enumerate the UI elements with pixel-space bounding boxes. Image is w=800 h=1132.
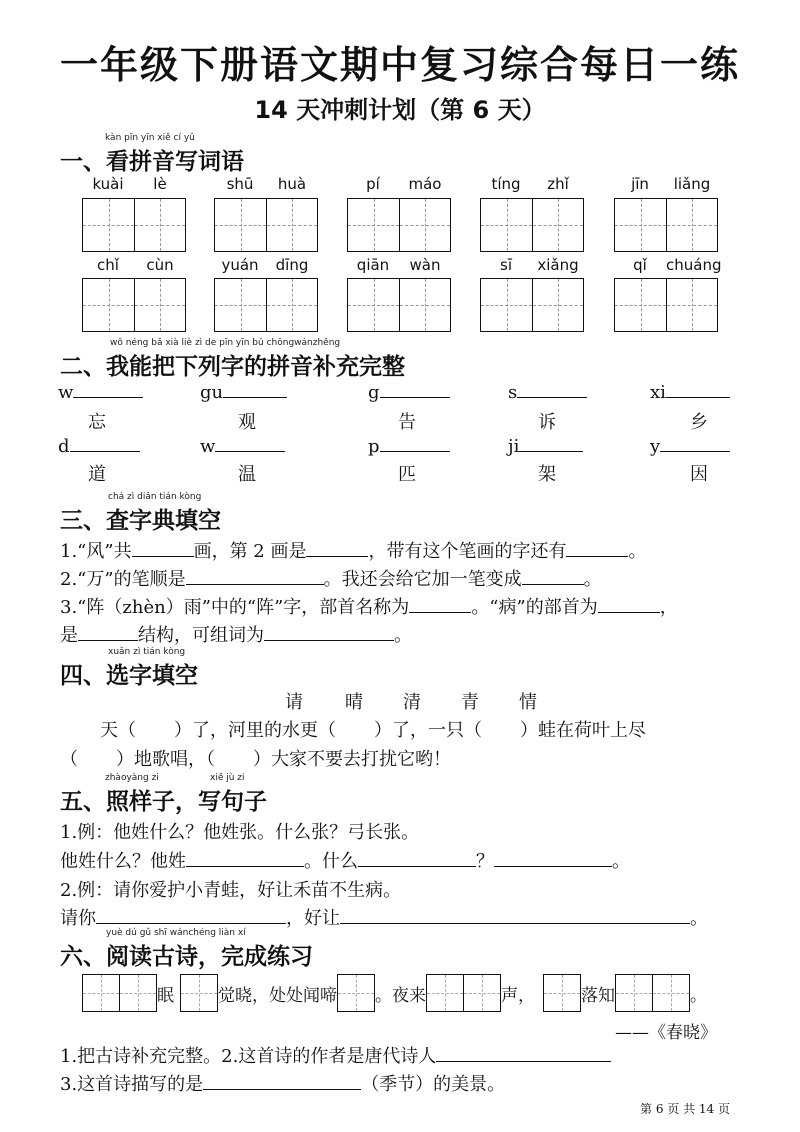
fill-line-1: 天（ ）了，河里的水更（ ）了，一只（ ）蛙在荷叶上尽: [100, 720, 646, 741]
section5-pinyin-1: zhàoyàng zi: [105, 773, 159, 783]
poem-box[interactable]: [463, 974, 501, 1012]
blank[interactable]: [264, 640, 394, 641]
section6-pinyin: yuè dú gǔ shī wánchéng liàn xí: [106, 928, 246, 938]
blank[interactable]: [598, 612, 660, 613]
target-character: 温: [238, 464, 256, 485]
blank[interactable]: [132, 556, 194, 557]
poem-box[interactable]: [426, 974, 464, 1012]
writing-cell[interactable]: [83, 199, 134, 251]
blank[interactable]: [666, 397, 730, 398]
section2-heading: 二、我能把下列字的拼音补充完整: [60, 354, 405, 380]
writing-cell[interactable]: [532, 279, 583, 331]
section4-heading: 四、选字填空: [60, 663, 198, 689]
blank[interactable]: [186, 584, 324, 585]
blank[interactable]: [519, 451, 583, 452]
choice-character: 清: [403, 692, 421, 713]
pinyin-prefix: p: [368, 436, 450, 457]
pinyin-syllable: tíng: [491, 175, 521, 193]
blank[interactable]: [409, 612, 471, 613]
blank[interactable]: [358, 866, 476, 867]
pinyin-prefix: w: [200, 436, 285, 457]
blank[interactable]: [215, 451, 285, 452]
pinyin-syllable: qǐ: [633, 256, 647, 274]
blank[interactable]: [517, 397, 587, 398]
dict-line-3: 3.“阵（zhèn）雨”中的“阵”字，部首名称为 。“病”的部首为 ，: [60, 597, 678, 618]
example-1: 1.例：他姓什么？他姓张。什么张？弓长张。: [60, 822, 420, 843]
section6-heading: 六、阅读古诗，完成练习: [60, 944, 313, 970]
page-number: 第 6 页 共 14 页: [640, 1102, 730, 1116]
target-character: 匹: [398, 464, 416, 485]
choice-character: 青: [461, 692, 479, 713]
pinyin-syllable: qiān: [356, 256, 390, 274]
poem-box[interactable]: [82, 974, 120, 1012]
writing-grid[interactable]: [347, 198, 451, 252]
poem-question-1: 1.把古诗补充完整。2.这首诗的作者是唐代诗人: [60, 1042, 611, 1068]
blank[interactable]: [660, 451, 730, 452]
writing-cell[interactable]: [666, 199, 717, 251]
blank[interactable]: [566, 556, 628, 557]
writing-cell[interactable]: [399, 199, 450, 251]
blank[interactable]: [494, 866, 612, 867]
choice-character: 晴: [345, 692, 363, 713]
pinyin-prefix: gu: [200, 382, 287, 403]
blank[interactable]: [436, 1061, 611, 1062]
target-character: 忘: [88, 412, 106, 433]
writing-cell[interactable]: [266, 279, 317, 331]
writing-cell[interactable]: [215, 199, 266, 251]
pinyin-prefix: s: [508, 382, 587, 403]
pinyin-syllable: liǎng: [673, 175, 711, 193]
blank[interactable]: [78, 640, 138, 641]
blank[interactable]: [380, 451, 450, 452]
pinyin-syllable: dīng: [275, 256, 309, 274]
blank[interactable]: [70, 451, 140, 452]
writing-grid[interactable]: [614, 278, 718, 332]
writing-cell[interactable]: [481, 199, 532, 251]
blank[interactable]: [203, 1089, 361, 1090]
section4-pinyin: xuǎn zì tián kòng: [108, 647, 186, 657]
poem-box[interactable]: [543, 974, 581, 1012]
poem-line: 眠 觉晓，处处闻啼 。夜来 声， 落知 。: [82, 974, 707, 1012]
target-character: 架: [538, 464, 556, 485]
blank[interactable]: [73, 397, 143, 398]
writing-cell[interactable]: [615, 199, 666, 251]
poem-source: ——《春晓》: [615, 1023, 717, 1043]
blank[interactable]: [223, 397, 287, 398]
sentence-line-2: 请你 ，好让 。: [60, 908, 708, 929]
writing-grid[interactable]: [214, 278, 318, 332]
writing-cell[interactable]: [615, 279, 666, 331]
target-character: 道: [88, 464, 106, 485]
dict-line-4: 是 结构，可组词为 。: [60, 625, 412, 646]
pinyin-prefix: y: [650, 436, 730, 457]
dict-line-1: 1.“风”共 画，第 2 画是 ，带有这个笔画的字还有 。: [60, 541, 647, 562]
page-subtitle: 14 天冲刺计划（第 6 天）: [254, 96, 546, 124]
choice-character: 情: [519, 692, 537, 713]
writing-cell[interactable]: [348, 279, 399, 331]
target-character: 因: [690, 464, 708, 485]
pinyin-syllable: lè: [153, 175, 167, 193]
pinyin-syllable: huà: [277, 175, 307, 193]
blank[interactable]: [380, 397, 450, 398]
target-character: 观: [238, 412, 256, 433]
writing-cell[interactable]: [215, 279, 266, 331]
pinyin-prefix: g: [368, 382, 450, 403]
section3-pinyin: chá zì diǎn tián kòng: [108, 492, 202, 502]
poem-box[interactable]: [180, 974, 218, 1012]
blank[interactable]: [340, 923, 690, 924]
example-2: 2.例：请你爱护小青蛙，好让禾苗不生病。: [60, 880, 402, 901]
pinyin-syllable: cùn: [146, 256, 174, 274]
pinyin-syllable: zhǐ: [547, 175, 569, 193]
target-character: 告: [398, 412, 416, 433]
pinyin-syllable: xiǎng: [537, 256, 579, 274]
blank[interactable]: [522, 584, 584, 585]
blank[interactable]: [96, 923, 286, 924]
sentence-line-1: 他姓什么？他姓 。什么 ？ 。: [60, 851, 630, 872]
writing-cell[interactable]: [83, 279, 134, 331]
dict-line-2: 2.“万”的笔顺是 。我还会给它加一笔变成 。: [60, 569, 602, 590]
target-character: 乡: [690, 412, 708, 433]
poem-box[interactable]: [337, 974, 375, 1012]
writing-grid[interactable]: [82, 278, 186, 332]
writing-cell[interactable]: [348, 199, 399, 251]
pinyin-syllable: chǐ: [97, 256, 119, 274]
pinyin-prefix: xi: [650, 382, 730, 403]
writing-cell[interactable]: [666, 279, 717, 331]
poem-question-2: 3.这首诗描写的是 （季节）的美景。: [60, 1074, 506, 1095]
blank[interactable]: [306, 556, 368, 557]
fill-line-2: （ ）地歌唱，（ ）大家不要去打扰它哟！: [60, 749, 451, 770]
pinyin-prefix: d: [58, 436, 140, 457]
section3-heading: 三、查字典填空: [60, 508, 221, 534]
poem-box[interactable]: [652, 974, 690, 1012]
pinyin-prefix: w: [58, 382, 143, 403]
writing-cell[interactable]: [481, 279, 532, 331]
poem-box[interactable]: [119, 974, 157, 1012]
writing-cell[interactable]: [134, 279, 185, 331]
section2-pinyin: wǒ néng bǎ xià liè zì de pīn yīn bǔ chōngwánzhěng: [110, 338, 341, 348]
writing-cell[interactable]: [266, 199, 317, 251]
section1-heading: 一、看拼音写词语: [60, 149, 244, 175]
writing-grid[interactable]: [82, 198, 186, 252]
pinyin-prefix: ji: [508, 436, 583, 457]
writing-grid[interactable]: [347, 278, 451, 332]
pinyin-syllable: pí: [366, 175, 380, 193]
section5-pinyin-2: xiě jù zi: [210, 773, 245, 783]
writing-cell[interactable]: [532, 199, 583, 251]
pinyin-syllable: chuáng: [666, 256, 722, 274]
writing-cell[interactable]: [134, 199, 185, 251]
poem-box[interactable]: [615, 974, 653, 1012]
section1-pinyin: kàn pīn yīn xiě cí yǔ: [105, 133, 195, 143]
pinyin-syllable: yuán: [221, 256, 259, 274]
pinyin-syllable: wàn: [409, 256, 441, 274]
pinyin-syllable: sī: [500, 256, 512, 274]
writing-grid[interactable]: [480, 198, 584, 252]
section5-heading: 五、照样子，写句子: [60, 789, 267, 815]
pinyin-syllable: kuài: [92, 175, 124, 193]
writing-grid[interactable]: [614, 198, 718, 252]
pinyin-syllable: jīn: [631, 175, 649, 193]
writing-grid[interactable]: [214, 198, 318, 252]
page-title: 一年级下册语文期中复习综合每日一练: [59, 43, 740, 87]
pinyin-syllable: máo: [408, 175, 442, 193]
target-character: 诉: [538, 412, 556, 433]
blank[interactable]: [186, 866, 304, 867]
choice-character: 请: [285, 692, 303, 713]
writing-grid[interactable]: [480, 278, 584, 332]
writing-cell[interactable]: [399, 279, 450, 331]
pinyin-syllable: shū: [226, 175, 254, 193]
